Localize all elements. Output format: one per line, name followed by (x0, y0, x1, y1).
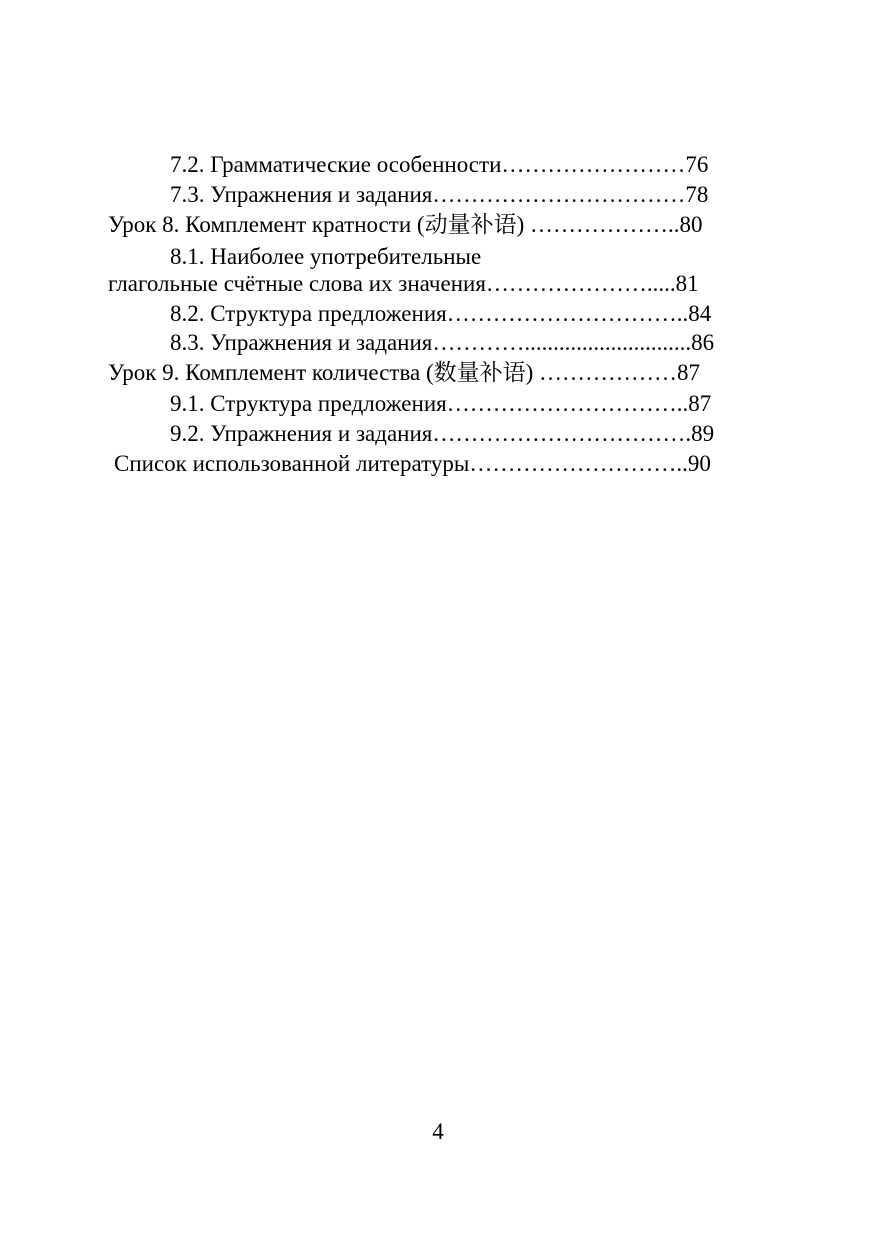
page-number: 4 (432, 1119, 444, 1144)
toc-entry-8-1-line-1: 8.1. Наиболее употребительные (170, 244, 482, 269)
toc-entry-9-2: 9.2. Упражнения и задания…………………………….89 (170, 421, 715, 446)
toc-entry-7-3: 7.3. Упражнения и задания……………………………78 (170, 182, 709, 207)
toc-entry-lesson-8: Урок 8. Комплемент кратности (动量补语) ………………..80 (108, 212, 703, 237)
toc-entry-9-1: 9.1. Структура предложения…………………………..87 (170, 391, 712, 416)
toc-entry-8-3: 8.3. Упражнения и задания………….............................86 (170, 330, 715, 355)
toc-entry-bibliography: Список использованной литературы………………………..90 (114, 451, 711, 476)
toc-entry-8-2: 8.2. Структура предложения…………………………..84 (170, 301, 712, 326)
toc-entry-8-1-line-2: глагольные счётные слова их значения………………….....81 (108, 271, 699, 296)
toc-entry-7-2: 7.2. Грамматические особенности……………………76 (170, 152, 709, 177)
toc-entry-lesson-9: Урок 9. Комплемент количества (数量补语) ………………87 (108, 360, 701, 385)
